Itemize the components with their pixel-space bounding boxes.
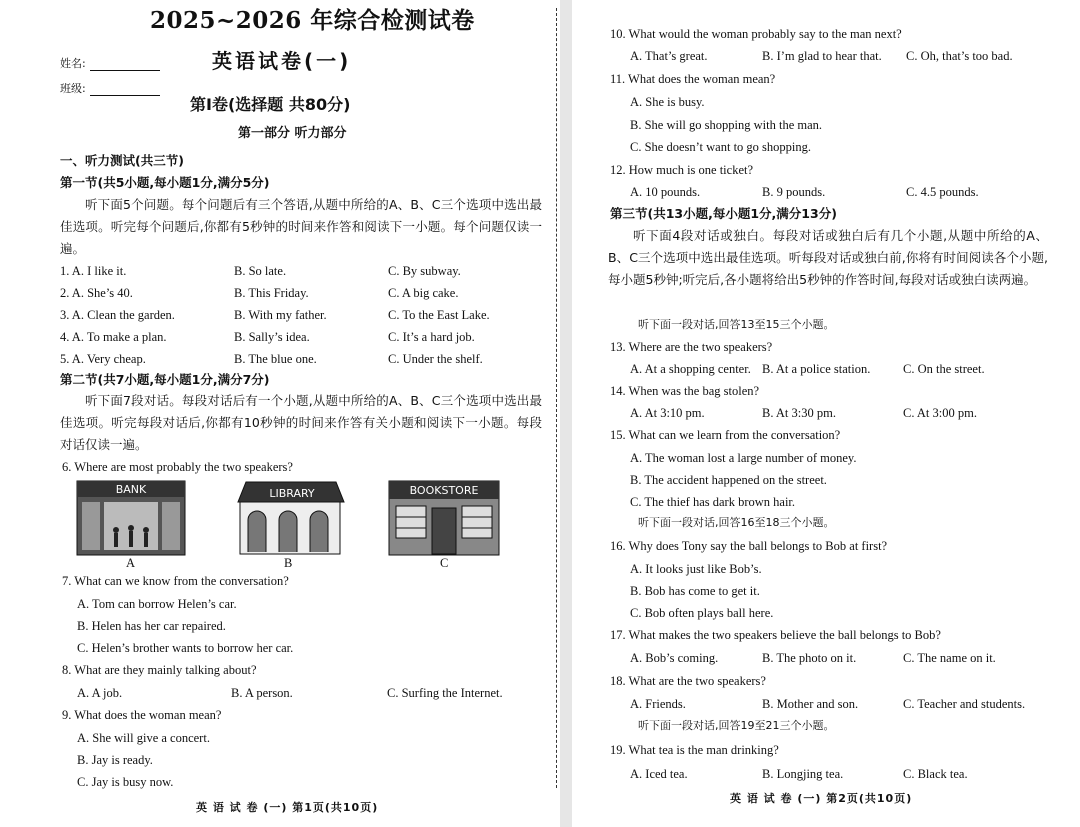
section1-heading: 第一节(共5小题,每小题1分,满分5分) <box>60 175 270 190</box>
q12-question: 12. How much is one ticket? <box>610 163 754 177</box>
page-gutter <box>560 0 572 827</box>
q11-option-a: A. She is busy. <box>630 95 705 109</box>
picture-label-b: B <box>284 556 293 570</box>
q8-question: 8. What are they mainly talking about? <box>62 663 257 677</box>
q11-option-b: B. She will go shopping with the man. <box>630 118 823 132</box>
q8-option-b: B. A person. <box>231 686 293 700</box>
q11-question: 11. What does the woman mean? <box>610 72 776 86</box>
q19-option-c: C. Black tea. <box>903 767 968 781</box>
q7-option-c: C. Helen’s brother wants to borrow her car. <box>77 641 294 655</box>
q16-question: 16. Why does Tony say the ball belongs to Bob at first? <box>610 539 888 553</box>
q17-option-b: B. The photo on it. <box>762 651 857 665</box>
q15-question: 15. What can we learn from the conversation? <box>610 428 841 442</box>
q6-question: 6. Where are most probably the two speakers? <box>62 460 293 474</box>
bookstore-sign: BOOKSTORE <box>409 484 479 497</box>
q17-question: 17. What makes the two speakers believe the ball belongs to Bob? <box>610 628 941 642</box>
name-label: 姓名: <box>60 57 86 70</box>
q14-option-c: C. At 3:00 pm. <box>903 406 977 420</box>
q18-option-a: A. Friends. <box>630 697 686 711</box>
q9-option-a: A. She will give a concert. <box>77 731 210 745</box>
q13-question: 13. Where are the two speakers? <box>610 340 773 354</box>
q9-option-c: C. Jay is busy now. <box>77 775 174 789</box>
section2-heading: 第二节(共7小题,每小题1分,满分7分) <box>60 372 270 387</box>
q17-option-c: C. The name on it. <box>903 651 996 665</box>
dashed-divider <box>556 8 557 788</box>
q4-option-b: B. Sally’s idea. <box>234 330 310 344</box>
q9-question: 9. What does the woman mean? <box>62 708 222 722</box>
section1-instructions: 听下面5个问题。每个问题后有三个答语,从题中所给的A、B、C三个选项中选出最佳选项。听完每个问题后,你都有5秒钟的时间来作答和阅读下一小题。每个问题仅读一遍。 <box>60 197 542 256</box>
class-field <box>60 83 160 96</box>
q15-option-c: C. The thief has dark brown hair. <box>630 495 796 509</box>
library-picture <box>232 480 346 556</box>
name-field <box>60 58 160 71</box>
q5-option-c: C. Under the shelf. <box>388 352 483 366</box>
sub-title: 英语试卷(一) <box>212 49 352 73</box>
q3-option-a: 3. A. Clean the garden. <box>60 308 175 322</box>
q13-option-a: A. At a shopping center. <box>630 362 751 376</box>
picture-label-c: C <box>440 556 449 570</box>
q16-option-c: C. Bob often plays ball here. <box>630 606 774 620</box>
q5-option-b: B. The blue one. <box>234 352 317 366</box>
q14-question: 14. When was the bag stolen? <box>610 384 760 398</box>
bank-sign: BANK <box>115 483 147 496</box>
q1-option-b: B. So late. <box>234 264 287 278</box>
q17-option-a: A. Bob’s coming. <box>630 651 719 665</box>
q7-option-b: B. Helen has her car repaired. <box>77 619 226 633</box>
bookstore-picture <box>388 480 500 556</box>
q18-option-b: B. Mother and son. <box>762 697 859 711</box>
q13-option-b: B. At a police station. <box>762 362 871 376</box>
q14-option-b: B. At 3:30 pm. <box>762 406 836 420</box>
q10-option-c: C. Oh, that’s too bad. <box>906 49 1013 63</box>
q10-option-a: A. That’s great. <box>630 49 708 63</box>
section3-heading: 第三节(共13小题,每小题1分,满分13分) <box>610 206 837 221</box>
q19-question: 19. What tea is the man drinking? <box>610 743 779 757</box>
q18-question: 18. What are the two speakers? <box>610 674 766 688</box>
q2-option-b: B. This Friday. <box>234 286 309 300</box>
name-blank <box>90 59 160 71</box>
part-title: 第一部分 听力部分 <box>238 126 347 141</box>
q2-option-a: 2. A. She’s 40. <box>60 286 133 300</box>
volume-title: 第Ⅰ卷(选择题 共80分) <box>190 95 351 114</box>
q10-option-b: B. I’m glad to hear that. <box>762 49 882 63</box>
page2-footer: 英 语 试 卷 (一) 第2页(共10页) <box>730 792 913 805</box>
bank-picture <box>76 480 186 556</box>
q15-option-a: A. The woman lost a large number of money. <box>630 451 857 465</box>
q13-option-c: C. On the street. <box>903 362 985 376</box>
q3-option-c: C. To the East Lake. <box>388 308 490 322</box>
q4-option-a: 4. A. To make a plan. <box>60 330 167 344</box>
section3-instructions: 听下面4段对话或独白。每段对话或独白后有几个小题,从题中所给的A、B、C三个选项中选出最佳选项。听每段对话或独白前,你将有时间阅读各个小题,每小题5秒钟;听完后,各小题将给出5秒钟的作答时间,每段对话或独白读两遍。 <box>608 228 1048 287</box>
q8-option-c: C. Surfing the Internet. <box>387 686 503 700</box>
q12-option-c: C. 4.5 pounds. <box>906 185 979 199</box>
q3-option-b: B. With my father. <box>234 308 327 322</box>
library-sign: LIBRARY <box>269 487 315 500</box>
q4-option-c: C. It’s a hard job. <box>388 330 475 344</box>
dialogue-note-3: 听下面一段对话,回答19至21三个小题。 <box>638 719 835 732</box>
q7-question: 7. What can we know from the conversation? <box>62 574 289 588</box>
section-heading: 一、听力测试(共三节) <box>60 153 184 168</box>
q19-option-a: A. Iced tea. <box>630 767 688 781</box>
q16-option-b: B. Bob has come to get it. <box>630 584 760 598</box>
q12-option-a: A. 10 pounds. <box>630 185 701 199</box>
exam-page-2 <box>572 0 1080 827</box>
q5-option-a: 5. A. Very cheap. <box>60 352 146 366</box>
q16-option-a: A. It looks just like Bob’s. <box>630 562 762 576</box>
section2-instructions: 听下面7段对话。每段对话后有一个小题,从题中所给的A、B、C三个选项中选出最佳选项。听完每段对话后,你都有10秒钟的时间来作答有关小题和阅读下一小题。每段对话仅读一遍。 <box>60 393 542 452</box>
q7-option-a: A. Tom can borrow Helen’s car. <box>77 597 237 611</box>
q1-option-a: 1. A. I like it. <box>60 264 127 278</box>
q9-option-b: B. Jay is ready. <box>77 753 153 767</box>
class-blank <box>90 84 160 96</box>
q19-option-b: B. Longjing tea. <box>762 767 844 781</box>
q2-option-c: C. A big cake. <box>388 286 459 300</box>
q14-option-a: A. At 3:10 pm. <box>630 406 705 420</box>
q12-option-b: B. 9 pounds. <box>762 185 826 199</box>
class-label: 班级: <box>60 82 86 95</box>
main-title: 2025~2026 年综合检测试卷 <box>150 7 475 34</box>
q10-question: 10. What would the woman probably say to the man next? <box>610 27 902 41</box>
q1-option-c: C. By subway. <box>388 264 461 278</box>
page1-footer: 英 语 试 卷 (一) 第1页(共10页) <box>196 801 379 814</box>
dialogue-note-1: 听下面一段对话,回答13至15三个小题。 <box>638 318 835 331</box>
dialogue-note-2: 听下面一段对话,回答16至18三个小题。 <box>638 516 835 529</box>
picture-label-a: A <box>126 556 136 570</box>
q11-option-c: C. She doesn’t want to go shopping. <box>630 140 812 154</box>
q8-option-a: A. A job. <box>77 686 123 700</box>
q18-option-c: C. Teacher and students. <box>903 697 1026 711</box>
q15-option-b: B. The accident happened on the street. <box>630 473 827 487</box>
